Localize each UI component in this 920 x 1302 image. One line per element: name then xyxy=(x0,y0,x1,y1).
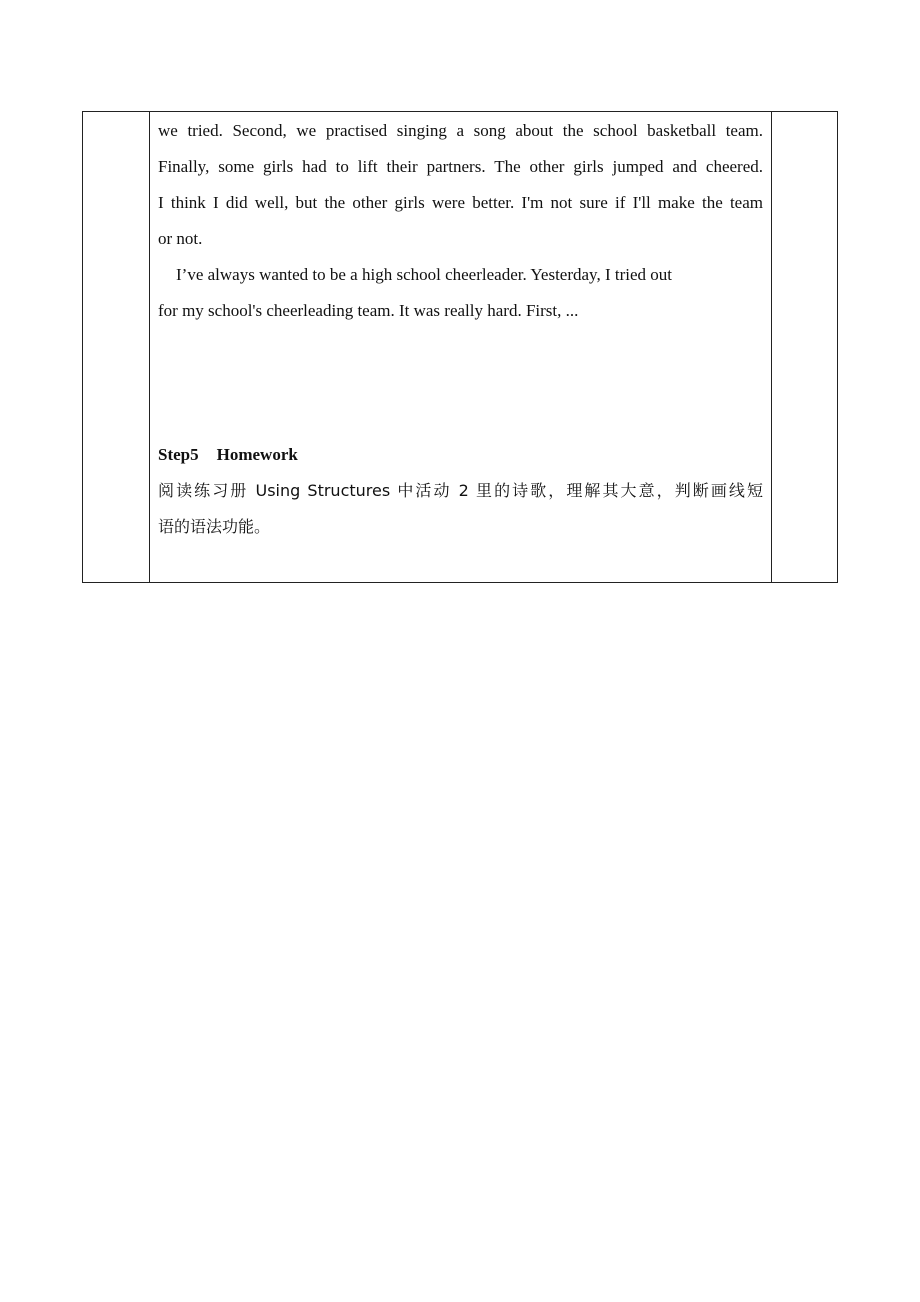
passage-line-4: or not. xyxy=(158,229,203,248)
content-block xyxy=(150,112,771,545)
passage-line-2: Finally, some girls had to lift their partners. The other girls jumped and cheered. xyxy=(158,157,763,176)
lesson-table xyxy=(82,111,838,583)
passage-line-1: we tried. Second, we practised singing a song about the school basketball team. xyxy=(158,121,763,140)
prompt-line-2: for my school's cheerleading team. It was really hard. First, ... xyxy=(158,301,579,320)
homework-line-2: 语的语法功能。 xyxy=(158,517,271,536)
step-heading xyxy=(158,437,763,473)
prompt-line-1: I’ve always wanted to be a high school cheerleader. Yesterday, I tried out xyxy=(176,265,672,284)
right-column-cell xyxy=(772,112,838,583)
step-title: Homework xyxy=(216,445,298,464)
writing-prompt xyxy=(158,257,763,329)
homework-line-1: 阅读练习册 Using Structures 中活动 2 里的诗歌，理解其大意，判断画线短 xyxy=(158,481,763,500)
writing-space xyxy=(158,329,763,437)
step-label: Step5 xyxy=(158,445,199,464)
sample-passage xyxy=(158,113,763,257)
homework-text xyxy=(158,473,763,545)
passage-line-3: I think I did well, but the other girls were better. I'm not sure if I'll make the team xyxy=(158,193,763,212)
content-cell xyxy=(150,112,772,583)
table-row xyxy=(83,112,838,583)
left-column-cell xyxy=(83,112,150,583)
